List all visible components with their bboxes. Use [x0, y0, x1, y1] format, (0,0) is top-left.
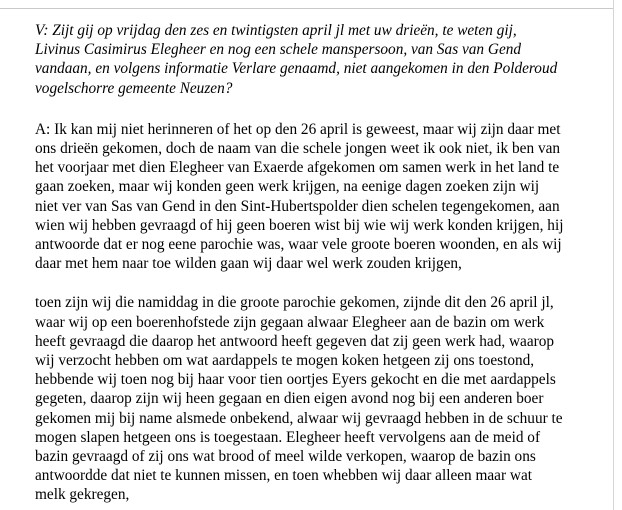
question-line: Livinus Casimirus Elegheer en nog een schele manspersoon, van Sas van Gend	[35, 41, 522, 59]
answer-line: mogen slapen hetgeen ons is toegestaan. Elegheer heeft vervolgens aan de meid of	[35, 428, 541, 446]
answer-line: wien wij hebben gevraagd of hij geen boeren wist bij wie wij werk konden krijgen, hij	[35, 216, 564, 234]
answer-line: antwoordde dat niet te kunnen missen, en toen whebben wij daar alleen maar wat	[35, 467, 532, 485]
answer-line: gegeten, daarop zijn wij heen gegaan en dien eigen avond nog bij een anderen boer	[35, 390, 544, 408]
answer-line: niet ver van Sas van Gend in den Sint-Hubertspolder dien schelen tegengekomen, aan	[35, 197, 560, 215]
answer-line: melk gekregen,	[35, 486, 130, 504]
answer-line: ons drieën gekomen, doch de naam van die schele jongen weet ik ook niet, ik ben van	[35, 140, 561, 158]
question-line: V: Zijt gij op vrijdag den zes en twintigsten april jl met uw drieën, te weten gij,	[35, 22, 517, 39]
answer-line: waar wij op een boerenhofstede zijn gegaan alwaar Elegheer aan de bazin om werk	[35, 313, 545, 331]
page-right-border	[613, 0, 614, 510]
question-line: vogelschorre gemeente Neuzen?	[35, 79, 233, 97]
answer-line: antwoorde dat er nog eene parochie was, waar vele groote boeren woonden, en als wij	[35, 236, 562, 254]
answer-line: hebbende wij toen nog bij haar voor tien oortjes Eyers gekocht en die met aardappels	[35, 371, 556, 389]
answer-line: daar met hem naar toe wilden gaan wij daar wel werk zouden krijgen,	[35, 255, 462, 273]
question-paragraph	[35, 21, 607, 98]
question-line: vandaan, en volgens informatie Verlare genaamd, niet aangekomen in den Polderoud	[35, 60, 558, 78]
answer-line: het voorjaar met dien Elegheer van Exaerde afgekomen om samen werk in het land te	[35, 159, 560, 177]
answer-line: bazin gevraagd of zij ons wat brood of meel wilde verkopen, waarop de bazin ons	[35, 448, 536, 466]
answer-paragraph-2	[35, 293, 607, 504]
answer-line: gaan zoeken, maar wij konden geen werk krijgen, na eenige dagen zoeken zijn wij	[35, 178, 540, 196]
document-page	[35, 21, 607, 505]
answer-line: A: Ik kan mij niet herinneren of het op den 26 april is geweest, maar wij zijn daar met	[35, 120, 561, 138]
page-top-border	[0, 8, 614, 9]
answer-line: wij verzocht hebben om wat aardappels te mogen koken hetgeen zij ons toestond,	[35, 352, 535, 370]
answer-paragraph-1	[35, 120, 607, 274]
answer-line: toen zijn wij die namiddag in die groote parochie gekomen, zijnde dit den 26 april jl,	[35, 294, 554, 312]
answer-line: gekomen mij bij name alsmede onbekend, alwaar wij gevraagd hebben in de schuur te	[35, 409, 563, 427]
answer-line: heeft gevraagd die daarop het antwoord heeft gegeven dat zij geen werk had, waarop	[35, 332, 555, 350]
